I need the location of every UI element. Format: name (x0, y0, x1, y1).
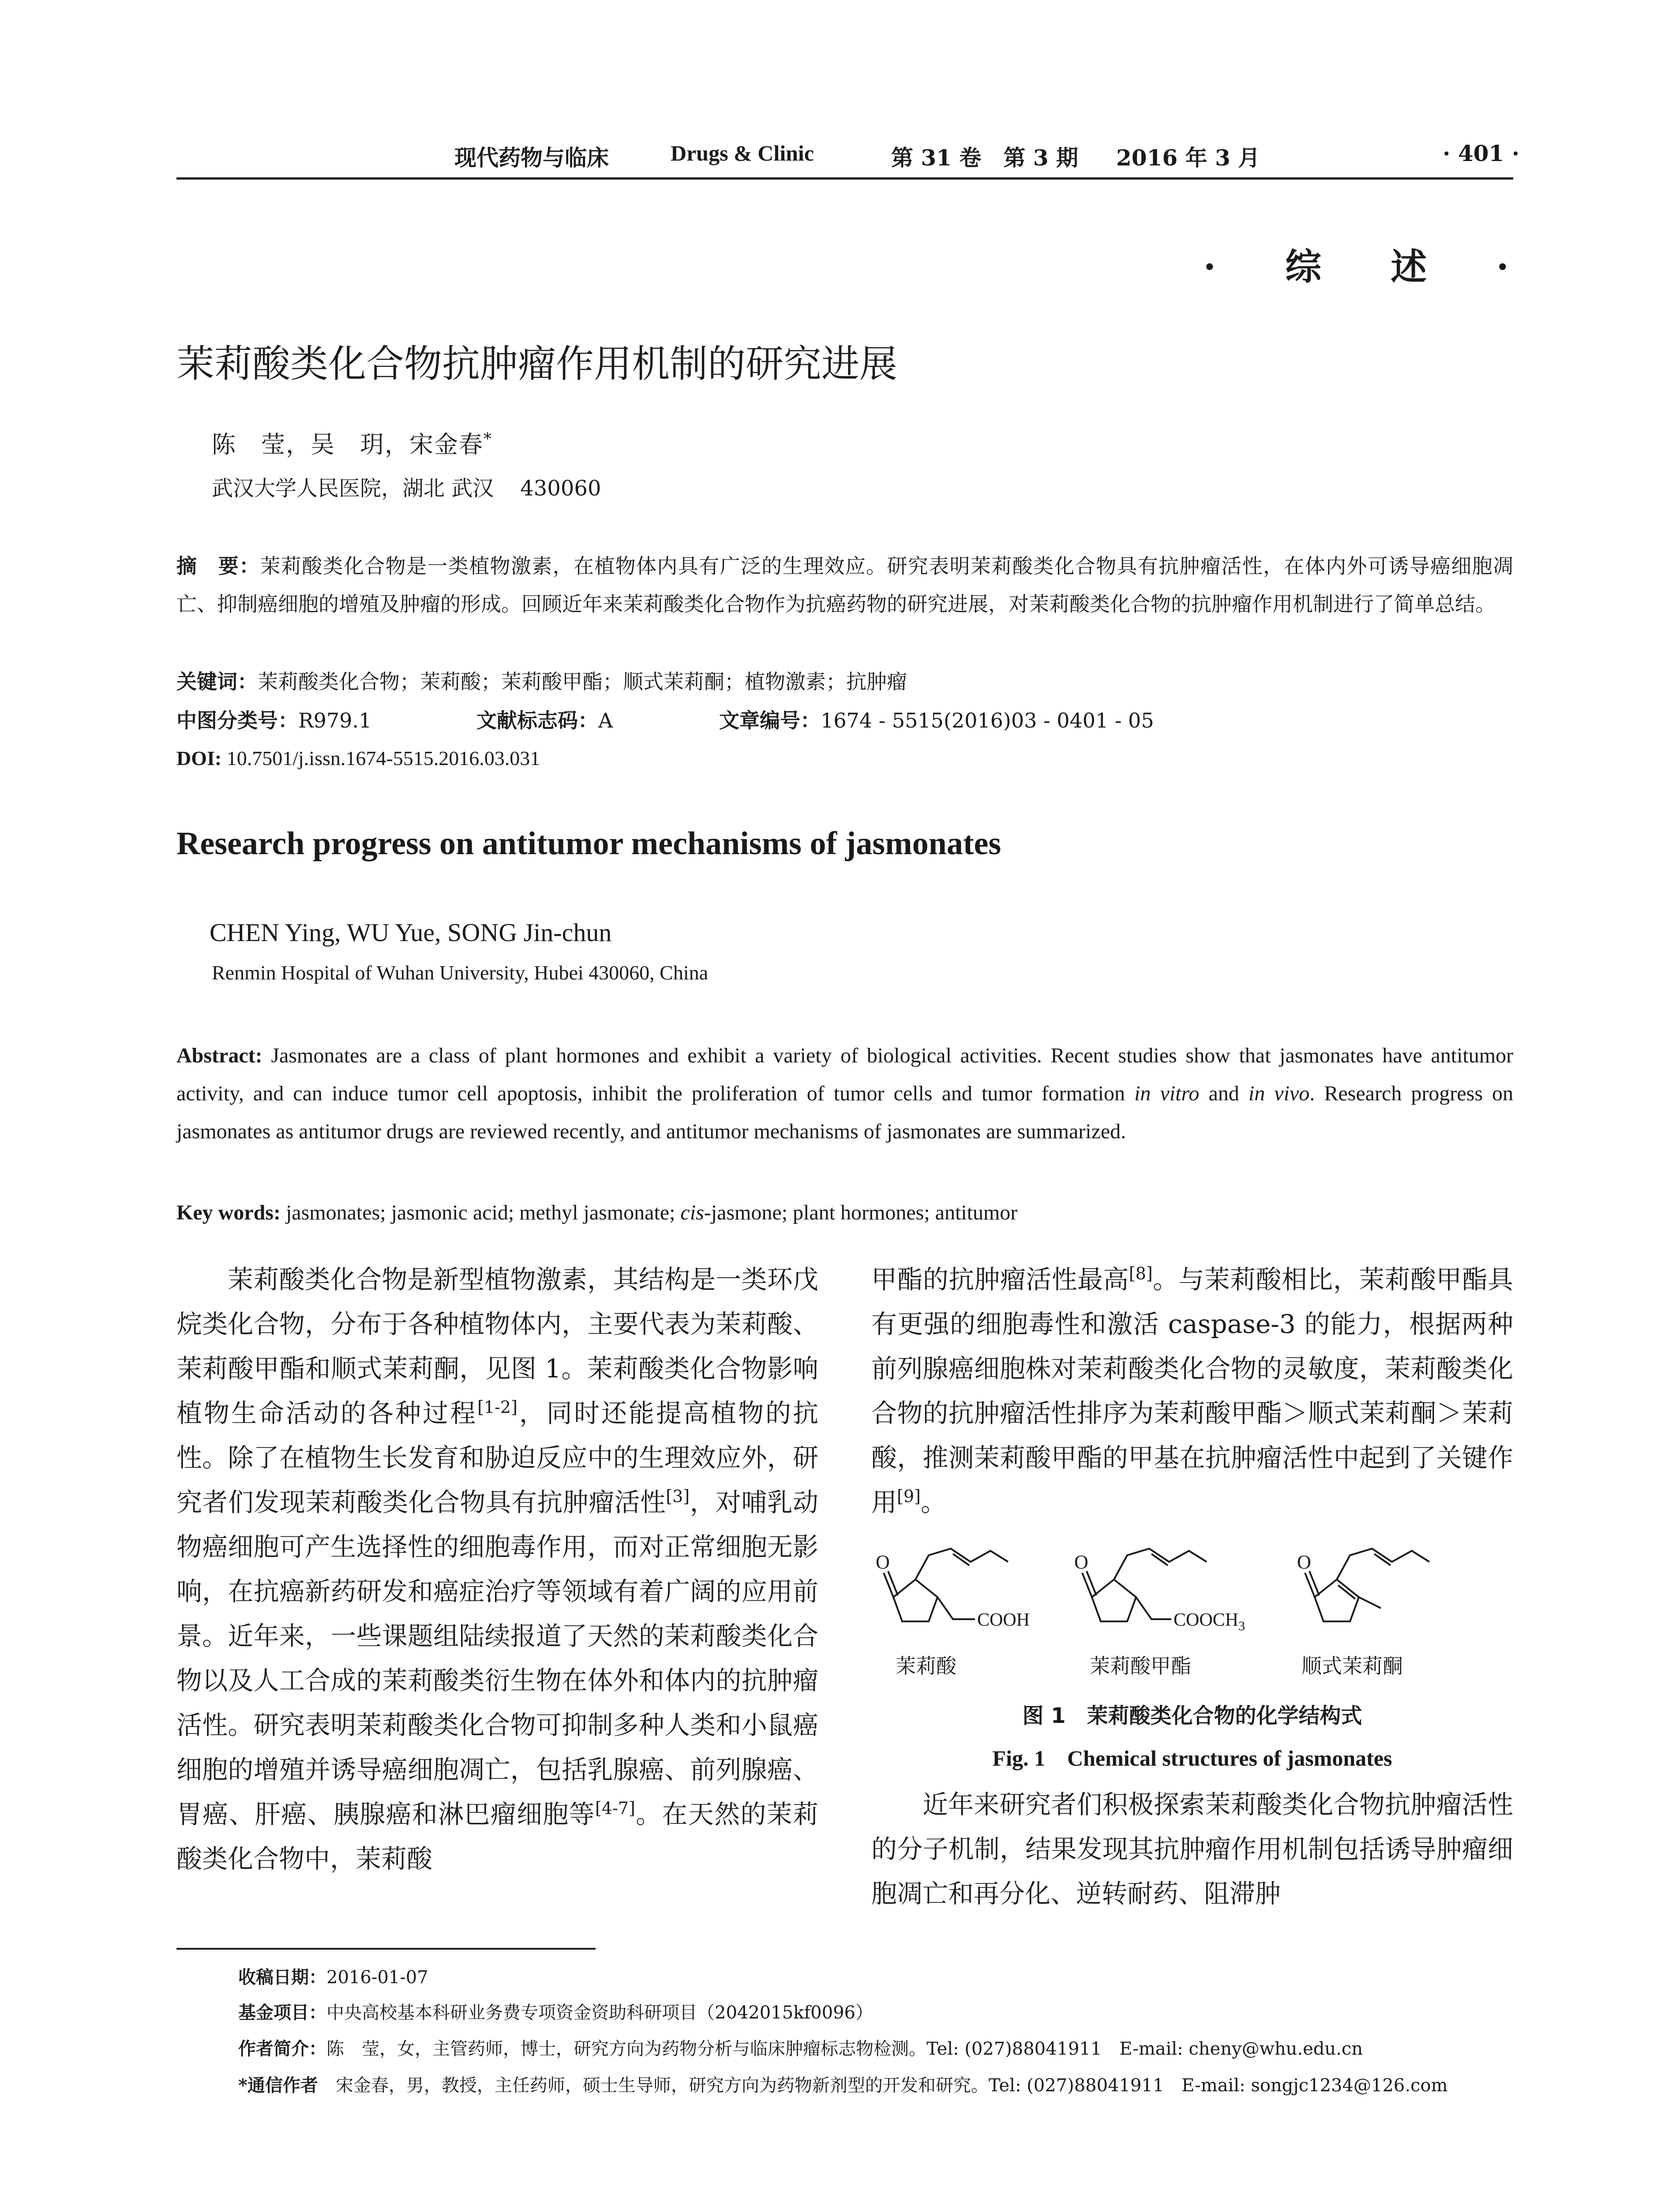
authors-cn (212, 426, 492, 460)
section-dot-left: · (1203, 246, 1221, 288)
svg-text:O: O (876, 1551, 890, 1573)
svg-text:COOCH3: $COOCH_3$ (1174, 1610, 1245, 1633)
section-label (1203, 238, 1513, 290)
molecule-label-methyl-jasmonate: 茉莉酸甲酯 (1090, 1654, 1191, 1678)
figure-caption-en: Fig. 1 Chemical structures of jasmonates (992, 1746, 1392, 1771)
abstract-en: Abstract: Jasmonates are a class of plant hormones and exhibit a variety of biological activities. Recent studies show that jasmonates have antitumor activity, and can induce tumor cell apoptosis, inhibit the proliferation of tumor cells and tumor formation in vitro and in vivo. Research progress on jasmonates as antitumor drugs are reviewed recently, and antitumor mechanisms of jasmonates are summarized. (176, 1044, 1514, 1143)
citation: [1-2] (477, 1397, 518, 1417)
footnote-corresponding-author: *通信作者 宋金春，男，教授，主任药师，硕士生导师，研究方向为药物新剂型的开发和研究。Tel: (027)88041911 E-mail: songjc1234@126.com (238, 2075, 1448, 2096)
svg-text:O: O (1074, 1551, 1088, 1573)
page-number: · 401 · (1443, 140, 1519, 166)
doi-label: DOI: (176, 747, 222, 769)
section-dot-right: · (1496, 246, 1513, 288)
authors-en: CHEN Ying, WU Yue, SONG Jin-chun (210, 918, 612, 947)
affiliation-cn-text: 武汉大学人民医院，湖北 武汉 (212, 476, 494, 501)
body-column-left: 茉莉酸类化合物是新型植物激素，其结构是一类环戊烷类化合物，分布于各种植物体内，主要代表为茉莉酸、茉莉酸甲酯和顺式茉莉酮，见图 1。茉莉酸类化合物影响植物生命活动的各种过程[1-2]，同时还能提高植物的抗性。除了在植物生长发育和胁迫反应中的生理效应外，研究者们发现茉莉酸类化合物具有抗肿瘤活性[3]，对哺乳动物癌细胞可产生选择性的细胞毒作用，而对正常细胞无影响，在抗癌新药研发和癌症治疗等领域有着广阔的应用前景。近年来，一些课题组陆续报道了天然的茉莉酸类化合物以及人工合成的茉莉酸类衍生物在体外和体内的抗肿瘤活性。研究表明茉莉酸类化合物可抑制多种人类和小鼠癌细胞的增殖并诱导癌细胞凋亡，包括乳腺癌、前列腺癌、胃癌、肝癌、胰腺癌和淋巴瘤细胞等[4-7]。在天然的茉莉酸类化合物中，茉莉酸 (176, 1264, 818, 1874)
article-title-en: Research progress on antitumor mechanisms of jasmonates (176, 825, 1001, 862)
keywords-en-label: Key words: (176, 1201, 281, 1224)
affiliation-cn (212, 471, 601, 502)
journal-name-cn: 现代药物与临床 (454, 145, 609, 171)
issue-date: 2016 年 3 月 (1116, 145, 1260, 171)
molecule-label-cis-jasmone: 顺式茉莉酮 (1301, 1654, 1403, 1678)
citation: [3] (666, 1486, 690, 1506)
footnote-received: 收稿日期：2016-01-07 (238, 1967, 428, 1988)
body-column-right: 甲酯的抗肿瘤活性最高[8]。与茉莉酸相比，茉莉酸甲酯具有更强的细胞毒性和激活 caspase-3 的能力，根据两种前列腺癌细胞株对茉莉酸类化合物的灵敏度，茉莉酸类化合物的抗肿瘤活性排序为茉莉酸甲酯＞顺式茉莉酮＞茉莉酸，推测茉莉酸甲酯的甲基在抗肿瘤活性中起到了关键作用[9]。 (871, 1264, 1513, 1517)
doc-code-item: 文献标志码：A (476, 709, 613, 732)
footnote-author-bio: 作者简介：陈 莹，女，主管药师，博士，研究方向为药物分析与临床肿瘤标志物检测。Tel: (027)88041911 E-mail: cheny@whu.edu.cn (238, 2038, 1363, 2059)
footnote-funding: 基金项目：中央高校基本科研业务费专项资金资助科研项目（2042015kf0096） (238, 2002, 873, 2023)
running-header (176, 140, 1519, 176)
article-title-cn: 茉莉酸类化合物抗肿瘤作用机制的研究进展 (176, 342, 897, 386)
citation: [9] (897, 1486, 921, 1506)
section-word-2: 述 (1391, 246, 1432, 288)
journal-name-en: Drugs & Clinic (671, 141, 814, 165)
abstract-cn-text: 茉莉酸类化合物是一类植物激素，在植物体内具有广泛的生理效应。研究表明茉莉酸类化合物具有抗肿瘤活性，在体内外可诱导癌细胞凋亡、抑制癌细胞的增殖及肿瘤的形成。回顾近年来茉莉酸类化合物作为抗癌药物的研究进展，对茉莉酸类化合物的抗肿瘤作用机制进行了简单总结。 (176, 554, 1514, 616)
citation: [8] (1129, 1264, 1153, 1283)
clc-item: 中图分类号：R979.1 (176, 709, 372, 732)
doi-row (176, 739, 1513, 777)
molecule-jasmonic-acid (876, 1549, 1030, 1630)
citation: [4-7] (595, 1798, 635, 1818)
affiliation-cn-zip: 430060 (520, 476, 601, 501)
abstract-en-label: Abstract: (176, 1044, 262, 1067)
doi-value: 10.7501/j.issn.1674-5515.2016.03.031 (226, 747, 540, 769)
body-column-right-paragraph-2: 近年来研究者们积极探索茉莉酸类化合物抗肿瘤活性的分子机制，结果发现其抗肿瘤作用机制包括诱导肿瘤细胞凋亡和再分化、逆转耐药、阻滞肿 (871, 1790, 1513, 1909)
molecule-label-jasmonic-acid: 茉莉酸 (896, 1654, 956, 1678)
structures-drawing (871, 1531, 1513, 1677)
footnote-rule (176, 1948, 596, 1950)
keywords-cn-label: 关键词： (176, 670, 258, 694)
section-word-1: 综 (1285, 246, 1326, 288)
article-number-item: 文章编号：1674 - 5515(2016)03 - 0401 - 05 (719, 709, 1154, 732)
svg-text:O: O (1297, 1551, 1311, 1573)
molecule-cis-jasmone (1297, 1549, 1429, 1621)
keywords-cn (176, 663, 1513, 701)
figure-chemical-structures (871, 1531, 1513, 1677)
keywords-cn-text: 茉莉酸类化合物；茉莉酸；茉莉酸甲酯；顺式茉莉酮；植物激素；抗肿瘤 (258, 670, 907, 694)
keywords-en: Key words: jasmonates; jasmonic acid; methyl jasmonate; cis-jasmone; plant hormones; antitumor (176, 1201, 1018, 1224)
corresponding-mark: * (484, 430, 492, 448)
figure-caption-cn: 图 1 茉莉酸类化合物的化学结构式 (1022, 1703, 1362, 1728)
abstract-cn (176, 547, 1513, 623)
volume-issue: 第 31 卷 第 3 期 (891, 145, 1078, 171)
author-names-cn: 陈 莹，吴 玥，宋金春 (212, 431, 484, 458)
affiliation-en: Renmin Hospital of Wuhan University, Hubei 430060, China (212, 961, 709, 984)
molecule-methyl-jasmonate (1074, 1549, 1245, 1633)
svg-text:COOH: COOH (977, 1610, 1030, 1630)
header-rule (176, 177, 1513, 180)
abstract-cn-label: 摘 要： (176, 554, 260, 578)
